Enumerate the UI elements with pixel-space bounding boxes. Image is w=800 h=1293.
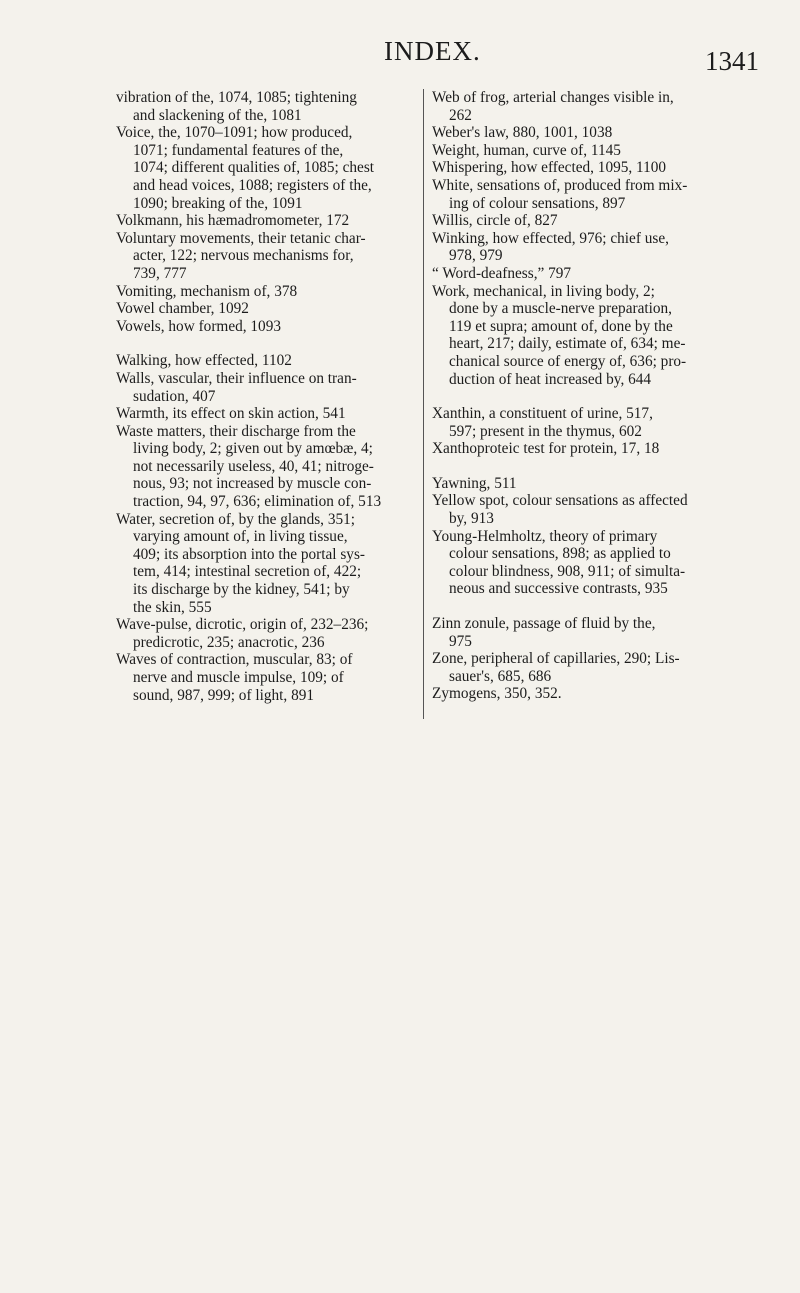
index-entry: Zone, peripheral of capillaries, 290; Lis- sauer's, 685, 686 (432, 650, 680, 685)
index-entry: Zinn zonule, passage of fluid by the, 975 (432, 615, 656, 650)
index-entry: Voice, the, 1070–1091; how produced, 1071; fundamental features of the, 1074; different qualities of, 1085; chest and head voices, 1088; registers of the, 1090; breaking of the, 1091 (116, 124, 375, 212)
index-entry: Volkmann, his hæmadromometer, 172 (116, 212, 350, 230)
page-number: 1341 (705, 46, 759, 76)
index-entry: vibration of the, 1074, 1085; tightening and slackening of the, 1081 (116, 89, 357, 124)
page-header (0, 36, 800, 76)
index-entry: Work, mechanical, in living body, 2; done by a muscle-nerve preparation, 119 et supra; amount of, done by the heart, 217; daily, estimate of, 634; me- chanical source of energy of, 636; pro- duction of heat increased by, 644 (432, 282, 687, 388)
index-entry: Water, secretion of, by the glands, 351; varying amount of, in living tissue, 409; its absorption into the portal sys- tem, 414; intestinal secretion of, 422; its discharge by the kidney, 541; by the skin, 555 (116, 510, 365, 616)
index-entry: Xanthin, a constituent of urine, 517, 597; present in the thymus, 602 (432, 405, 653, 440)
index-entry: Waste matters, their discharge from the living body, 2; given out by amœbæ, 4; not necessarily useless, 40, 41; nitroge- nous, 93; not increased by muscle con- traction, 94, 97, 636; elimination of, 513 (116, 422, 382, 511)
index-entry: Weight, human, curve of, 1145 (432, 141, 621, 159)
index-entry: Zymogens, 350, 352. (432, 685, 562, 703)
index-entry: Vomiting, mechanism of, 378 (116, 282, 298, 300)
index-entry: Vowel chamber, 1092 (116, 300, 249, 318)
index-entry: Young-Helmholtz, theory of primary colour sensations, 898; as applied to colour blindness, 908, 911; of simulta- neous and successive contrasts, 935 (432, 527, 686, 598)
index-entry: Vowels, how formed, 1093 (116, 317, 281, 335)
index-entry: Walls, vascular, their influence on tran- sudation, 407 (116, 369, 357, 405)
index-entry: Warmth, its effect on skin action, 541 (116, 405, 346, 423)
index-entry: Weber's law, 880, 1001, 1038 (432, 124, 613, 142)
index-entry: White, sensations of, produced from mix- ing of colour sensations, 897 (432, 176, 688, 212)
index-column-right (432, 89, 738, 703)
index-entry: Willis, circle of, 827 (432, 212, 558, 230)
index-entry: Yawning, 511 (432, 474, 517, 492)
index-entry: Wave-pulse, dicrotic, origin of, 232–236; predicrotic, 235; anacrotic, 236 (116, 616, 369, 651)
index-entry: Voluntary movements, their tetanic char- acter, 122; nervous mechanisms for, 739, 777 (116, 229, 366, 282)
index-entry: Waves of contraction, muscular, 83; of nerve and muscle impulse, 109; of sound, 987, 999; of light, 891 (116, 651, 353, 704)
index-entry: Yellow spot, colour sensations as affected by, 913 (432, 492, 688, 528)
index-entry: Whispering, how effected, 1095, 1100 (432, 159, 667, 177)
index-column-left (116, 89, 412, 704)
index-entry: Walking, how effected, 1102 (116, 352, 292, 370)
index-entry: Winking, how effected, 976; chief use, 978, 979 (432, 229, 669, 265)
index-entry: “ Word-deafness,” 797 (432, 264, 572, 282)
index-entry: Web of frog, arterial changes visible in, 262 (432, 89, 674, 124)
page-title: INDEX. (384, 36, 481, 66)
index-entry: Xanthoproteic test for protein, 17, 18 (432, 440, 660, 458)
column-divider (423, 89, 424, 719)
